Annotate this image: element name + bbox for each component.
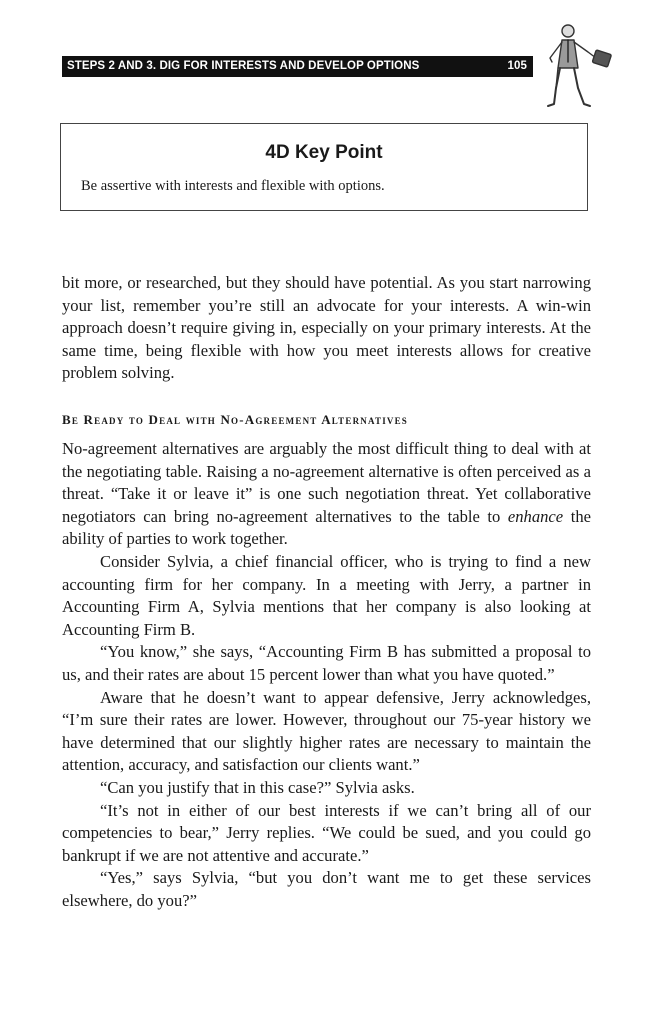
- main-text-block: [62, 438, 591, 912]
- paragraph-4: Aware that he doesn’t want to appear defensive, Jerry acknowledges, “I’m sure their rates are lower. However, throughout our 75-year history we have determined that our slightly higher rates are necessary to maintain the attention, accuracy, and satisfaction our clients want.”: [62, 687, 591, 775]
- intro-paragraph: bit more, or researched, but they should have potential. As you start narrowing your list, remember you’re still an advocate for your interests. A win-win approach doesn’t require giving in, especially on your primary interests. At the same time, being flexible with how you meet interests allows for creative problem solving.: [62, 273, 591, 383]
- businessman-with-briefcase-icon: [538, 18, 618, 110]
- page-number: 105: [507, 60, 527, 72]
- key-point-box: [60, 123, 588, 211]
- paragraph-5: “Can you justify that in this case?” Sylvia asks.: [100, 777, 415, 797]
- key-point-title: 4D Key Point: [265, 142, 383, 163]
- paragraph-6: “It’s not in either of our best interests if we can’t bring all of our competencies to bear,” Jerry replies. “We could be sued, and you could go bankrupt if we are not attentive and accurate.”: [62, 800, 591, 865]
- paragraph-1: [62, 438, 591, 551]
- paragraph-1-emphasis: enhance: [507, 506, 564, 526]
- running-header: [62, 56, 533, 77]
- section-heading: Be Ready to Deal with No-Agreement Alternatives: [62, 412, 409, 427]
- header-title: STEPS 2 AND 3. DIG FOR INTERESTS AND DEVELOP OPTIONS: [67, 60, 420, 72]
- paragraph-1-end: the ability of parties to work together.: [62, 506, 592, 549]
- paragraph-1-start: No-agreement alternatives are arguably the most difficult thing to deal with at the negotiating table. Raising a no-agreement alternative is often perceived as a threat. “Take it or leave it” is one such negotiation threat. Yet collaborative negotiators can bring no-agreement alternatives to the table to: [62, 439, 591, 526]
- paragraph-7: “Yes,” says Sylvia, “but you don’t want me to get these services elsewhere, do you?”: [62, 868, 591, 910]
- paragraph-2: Consider Sylvia, a chief financial officer, who is trying to find a new accounting firm for her company. In a meeting with Jerry, a partner in Accounting Firm A, Sylvia mentions that her company is also looking at Accounting Firm B.: [62, 551, 591, 639]
- intro-paragraph-block: [62, 272, 591, 385]
- key-point-text: Be assertive with interests and flexible with options.: [81, 178, 385, 194]
- paragraph-3: “You know,” she says, “Accounting Firm B has submitted a proposal to us, and their rates are about 15 percent lower than what you have quoted.”: [62, 642, 591, 684]
